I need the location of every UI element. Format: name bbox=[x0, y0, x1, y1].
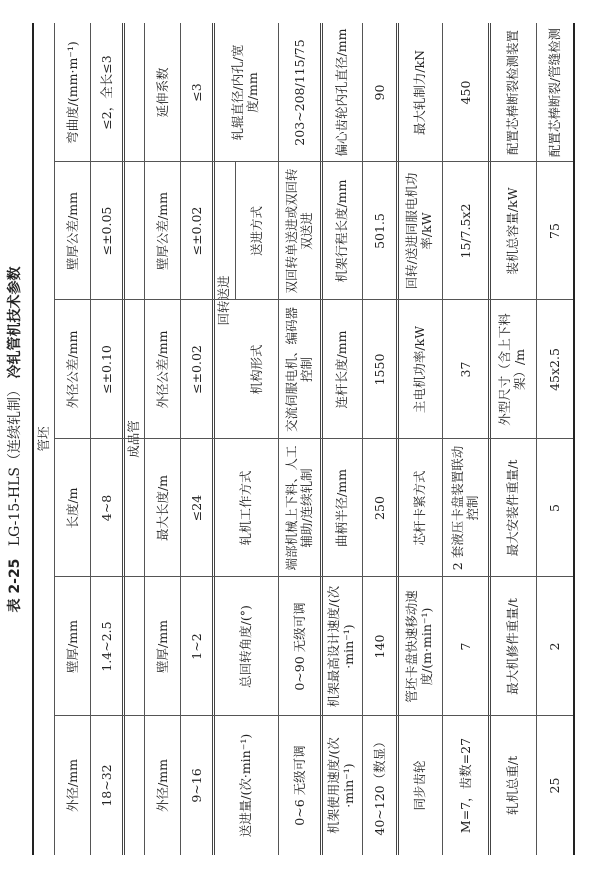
blank-length-value: 4~8 bbox=[98, 494, 114, 522]
roll-dia-header: 轧辊直径/内孔/宽度/mm bbox=[230, 44, 260, 141]
blank-length-header: 长度/m bbox=[64, 487, 80, 529]
stand-stroke-value: 501.5 bbox=[371, 213, 387, 249]
mandrel-clamp-header: 芯杆卡紧方式 bbox=[411, 470, 427, 546]
mechanism-form-value: 交流伺服电机、编码器控制 bbox=[284, 307, 314, 433]
blank-wall-tol-value: ≤±0.05 bbox=[98, 206, 114, 256]
blank-bend-value: ≤2，全长≤3 bbox=[98, 55, 114, 130]
roll-dia-value: 203~208/115/75 bbox=[291, 39, 307, 146]
spec-table bbox=[32, 23, 573, 855]
table-model: LG-15-HLS（连续轧制） bbox=[7, 382, 23, 547]
finished-od-value: 9~16 bbox=[188, 768, 204, 803]
crank-radius-value: 250 bbox=[371, 496, 387, 520]
max-repair-header: 最大机修件重量/t bbox=[504, 598, 520, 695]
work-mode-value: 端部机械上下料、人工辅助/连续轧制 bbox=[284, 445, 314, 571]
feed-rate-header: 送进量/(次·min⁻¹) bbox=[237, 733, 253, 838]
installed-capacity-value: 75 bbox=[547, 223, 562, 239]
finished-wall-header: 壁厚/mm bbox=[154, 620, 170, 673]
max-install-header: 最大安装件重量/t bbox=[504, 459, 520, 557]
work-mode-header: 轧机工作方式 bbox=[237, 470, 253, 546]
finished-wall-tol-header: 壁厚公差/mm bbox=[154, 192, 170, 270]
blank-od-tol-header: 外径公差/mm bbox=[64, 330, 80, 409]
blank-wall-header: 壁厚/mm bbox=[64, 620, 80, 673]
main-motor-header: 主电机功率/kW bbox=[411, 325, 427, 414]
chuck-speed-header: 管坯卡盘快速移动速度/(m·min⁻¹) bbox=[404, 590, 434, 703]
blank-wall-value: 1.4~2.5 bbox=[98, 621, 114, 672]
feed-rate-value: 0~6 无级可调 bbox=[291, 745, 307, 826]
finished-wall-value: 1~2 bbox=[188, 633, 204, 660]
blank-od-value: 18~32 bbox=[98, 764, 114, 807]
table-bottom-rule bbox=[573, 23, 575, 855]
table-number: 表 2-25 bbox=[7, 558, 23, 613]
blank-bend-header: 弯曲度/(mm·m⁻¹) bbox=[64, 41, 80, 144]
section-finished-tube: 成品管 bbox=[125, 420, 141, 458]
stand-stroke-header: 机架行程长度/mm bbox=[333, 179, 349, 283]
turn-feed-group-header: 回转送进 bbox=[216, 275, 231, 326]
sync-gear-value: M=7，齿数=27 bbox=[457, 737, 473, 834]
table-caption bbox=[6, 0, 24, 879]
dimensions-value: 45x2.5 bbox=[547, 348, 562, 391]
feed-mode-value: 双回转单送进或双回转双送进 bbox=[284, 168, 314, 294]
total-weight-header: 轧机总重/t bbox=[504, 755, 520, 816]
finished-od-tol-value: ≤±0.02 bbox=[188, 345, 204, 394]
max-repair-value: 2 bbox=[547, 642, 562, 651]
table-description: 冷轧管机技术参数 bbox=[7, 266, 23, 379]
eccentric-hole-value: 90 bbox=[371, 84, 387, 101]
stand-speed-header: 机架使用速度/(次·min⁻¹) bbox=[326, 737, 356, 834]
mandrel-detect-header: 配置芯棒断裂检测装置 bbox=[504, 30, 520, 156]
stand-speed-value: 40~120（数显） bbox=[371, 735, 387, 836]
rod-length-value: 1550 bbox=[371, 353, 387, 386]
finished-elong-header: 延伸系数 bbox=[154, 67, 170, 118]
blank-od-header: 外径/mm bbox=[64, 759, 80, 812]
finished-length-value: ≤24 bbox=[188, 494, 204, 522]
section-tube-blank: 管坯 bbox=[35, 426, 51, 452]
finished-elong-value: ≤3 bbox=[188, 83, 204, 102]
blank-wall-tol-header: 壁厚公差/mm bbox=[64, 192, 80, 270]
turn-motor-header: 回转/送进同服电机功率/kW bbox=[404, 172, 434, 290]
feed-mode-header: 送进方式 bbox=[249, 206, 264, 257]
finished-od-header: 外径/mm bbox=[154, 759, 170, 812]
finished-length-header: 最大长度/m bbox=[154, 474, 170, 542]
mandrel-clamp-value: 2 套液压卡盘装置联动控制 bbox=[450, 445, 480, 571]
rolling-force-header: 最大轧制力/kN bbox=[411, 49, 427, 136]
crank-radius-header: 曲柄半径/mm bbox=[333, 469, 349, 547]
finished-od-tol-header: 外径公差/mm bbox=[154, 330, 170, 409]
design-speed-value: 140 bbox=[371, 634, 387, 659]
rod-length-header: 连杆长度/mm bbox=[333, 330, 349, 409]
blank-od-tol-value: ≤±0.10 bbox=[98, 345, 114, 394]
main-motor-value: 37 bbox=[457, 361, 473, 378]
mandrel-detect-value: 配置芯棒断裂/管缝检测 bbox=[547, 27, 562, 158]
max-install-value: 5 bbox=[547, 504, 562, 512]
finished-wall-tol-value: ≤±0.02 bbox=[188, 206, 204, 256]
chuck-speed-value: 7 bbox=[457, 642, 473, 651]
turn-angle-header: 总回转角度/(°) bbox=[237, 605, 253, 688]
design-speed-header: 机架最高设计速度/(次·min⁻¹) bbox=[326, 585, 356, 708]
turn-angle-value: 0~90 无级可调 bbox=[291, 602, 307, 691]
dimensions-header: 外型尺寸（含上下料架）/m bbox=[497, 313, 527, 426]
turn-motor-value: 15/7.5x2 bbox=[457, 203, 473, 259]
eccentric-hole-header: 偏心齿轮内孔直径/mm bbox=[333, 28, 349, 157]
mechanism-form-header: 机构形式 bbox=[249, 344, 264, 395]
sync-gear-header: 同步齿轮 bbox=[411, 760, 427, 811]
total-weight-value: 25 bbox=[547, 777, 562, 794]
rolling-force-value: 450 bbox=[457, 80, 473, 105]
installed-capacity-header: 装机总容量/kW bbox=[504, 187, 520, 275]
